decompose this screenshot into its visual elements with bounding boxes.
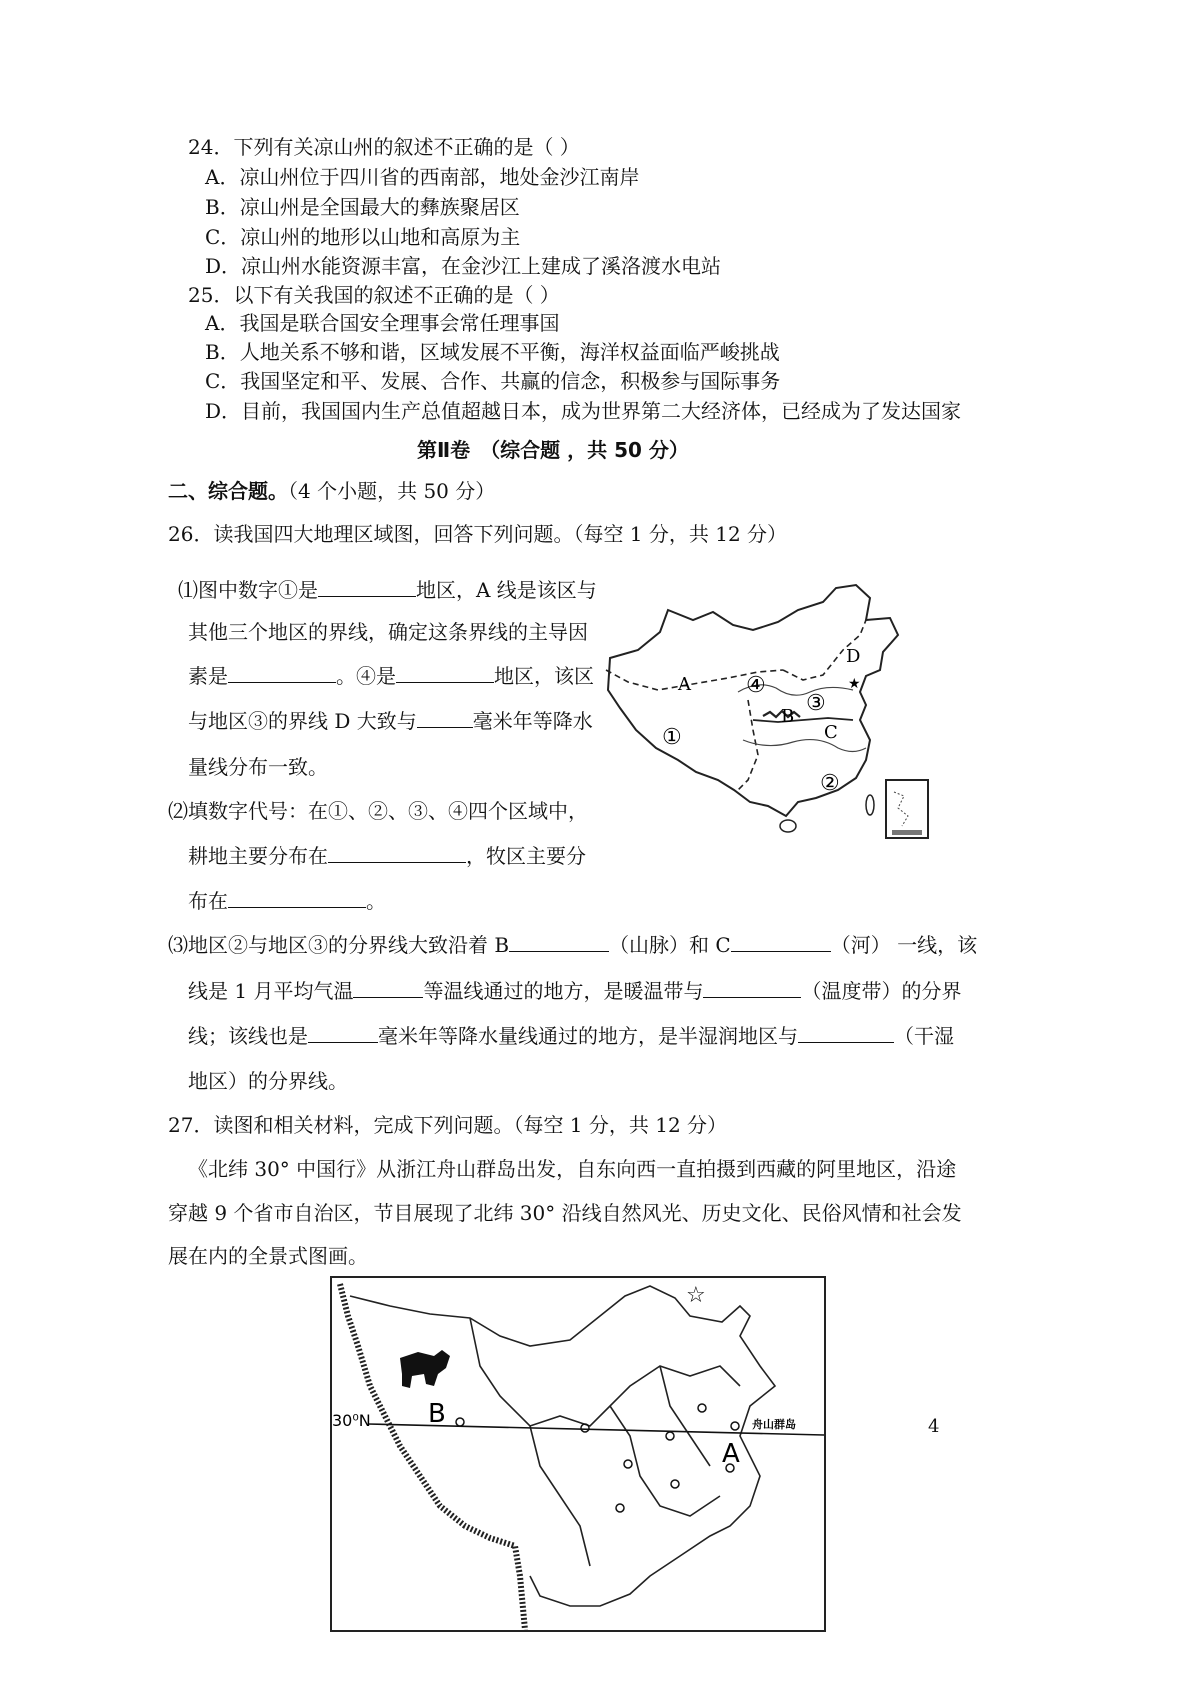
q26-p3-line2 [188,977,961,1005]
boundary-line-bc [753,718,853,722]
zhoushan-label: 舟山群岛 [752,1418,796,1431]
q26-p3-l3a: 线；该线也是 [188,1024,308,1048]
q25-option-d: D．目前，我国国内生产总值超越日本，成为世界第二大经济体，已经成为了发达国家 [205,399,962,423]
answer-blank[interactable] [509,931,609,952]
page-number: 4 [928,1416,940,1437]
answer-blank[interactable] [798,1022,894,1043]
china-regions-map [598,580,943,845]
q26-p3-l2c: （温度带）的分界 [801,979,962,1003]
answer-blank[interactable] [396,662,494,683]
taiwan-island [866,795,874,815]
q26-p1-l4b: 毫米年等降水 [472,709,593,733]
q27-material-line1: 《北纬 30° 中国行》从浙江舟山群岛出发，自东向西一直拍摄到西藏的阿里地区，沿途 [188,1157,957,1181]
q25-stem: 25．以下有关我国的叙述不正确的是（ ） [188,283,560,307]
q26-p1-l3c: 地区，该区 [494,664,594,688]
q25-option-c: C．我国坚定和平、发展、合作、共赢的信念，积极参与国际事务 [205,369,781,393]
q26-p1-l1b: 地区，A 线是该区与 [416,578,597,602]
hainan-island [780,820,796,832]
answer-blank[interactable] [228,887,366,908]
point-a-label: A [722,1439,740,1469]
q26-p2-l2b: ，牧区主要分 [466,844,586,868]
q26-p1-line4 [188,707,593,735]
q26-p2-l3a: 布在 [188,889,228,913]
q25-option-a: A．我国是联合国安全理事会常任理事国 [205,311,560,335]
q24-option-c: C．凉山州的地形以山地和高原为主 [205,225,521,249]
q26-p1-line5: 量线分布一致。 [188,755,328,779]
q26-p2-line2 [188,842,586,870]
capital-star-icon: ☆ [686,1283,706,1308]
map-region-3: ③ [806,691,826,716]
q26-p3-l1a: ⑶地区②与地区③的分界线大致沿着 B [168,933,510,957]
answer-blank[interactable] [228,662,336,683]
city-dot [616,1504,624,1512]
answer-blank[interactable] [353,977,423,998]
capital-star-icon: ★ [848,676,861,692]
q24-option-d: D．凉山州水能资源丰富，在金沙江上建成了溪洛渡水电站 [205,254,722,278]
city-dot [698,1404,706,1412]
part2-heading-note: （4 个小题，共 50 分） [288,479,496,503]
latitude-30-map [330,1276,826,1632]
q24-option-b: B．凉山州是全国最大的彝族聚居区 [205,195,520,219]
map-region-2: ② [820,771,840,796]
answer-blank[interactable] [308,1022,378,1043]
latitude-label: 30⁰N [332,1411,371,1430]
inset-islands [894,792,908,826]
yak-icon [400,1350,450,1388]
china-outline [608,585,898,816]
q26-p1-l3b: 。④是 [336,664,396,688]
answer-blank[interactable] [318,576,416,597]
q26-p1-line1 [178,576,597,604]
q26-p3-line1 [168,931,977,959]
q24-option-a: A．凉山州位于四川省的西南部，地处金沙江南岸 [205,165,640,189]
q26-p3-l2a: 线是 1 月平均气温 [188,979,354,1003]
city-dot [731,1422,739,1430]
q25-option-b: B．人地关系不够和谐，区域发展不平衡，海洋权益面临严峻挑战 [205,340,780,364]
q27-stem: 27．读图和相关材料，完成下列问题。（每空 1 分，共 12 分） [168,1113,728,1137]
q26-p1-l4a: 与地区③的界线 D 大致与 [188,709,417,733]
q26-p3-l3c: （干湿 [894,1024,954,1048]
part2-heading [168,477,495,505]
province-outlines [350,1286,775,1606]
point-b-label: B [428,1399,446,1429]
answer-blank[interactable] [328,842,466,863]
map-label-b: B [781,706,795,727]
map-label-d: D [846,646,861,667]
answer-blank[interactable] [731,931,831,952]
map-frame [331,1277,825,1631]
q26-p2-l2a: 耕地主要分布在 [188,844,328,868]
q26-p3-line3 [188,1022,954,1050]
q26-p2-line1: ⑵填数字代号：在①、②、③、④四个区域中， [168,799,588,823]
map-label-c: C [824,722,838,743]
answer-blank[interactable] [703,977,801,998]
inset-caption-bar [892,830,922,835]
map-label-a: A [678,674,691,695]
q26-p3-line4: 地区）的分界线。 [188,1069,348,1093]
q26-p3-l2b: 等温线通过的地方，是暖温带与 [423,979,704,1003]
q26-p2-l3b: 。 [366,889,386,913]
city-dot [671,1480,679,1488]
q26-p3-l1c: （河） 一线，该 [830,933,978,957]
city-dot [456,1418,464,1426]
q26-p3-l3b: 毫米年等降水量线通过的地方，是半湿润地区与 [378,1024,798,1048]
q27-material-line3: 展在内的全景式图画。 [168,1244,368,1268]
answer-blank[interactable] [417,707,473,728]
q26-p1-line3 [188,662,594,690]
city-dot [666,1432,674,1440]
part2-heading-text: 二、综合题。 [168,479,288,503]
city-dot [581,1424,589,1432]
q26-p1-line2: 其他三个地区的界线，确定这条界线的主导因 [188,620,588,644]
part2-title: 第Ⅱ卷 （综合题 ，共 50 分） [417,438,689,462]
map-region-1: ① [662,725,682,750]
city-dot [624,1460,632,1468]
q24-stem: 24．下列有关凉山州的叙述不正确的是（ ） [188,135,580,159]
q26-p1-l3a: 素是 [188,664,228,688]
yangtze-river [743,740,866,752]
q26-p1-l1a: ⑴图中数字①是 [178,578,318,602]
boundary-line-southwest [736,700,758,792]
q26-stem: 26．读我国四大地理区域图，回答下列问题。（每空 1 分，共 12 分） [168,522,788,546]
map-region-4: ④ [746,673,766,698]
q26-p3-l1b: （山脉）和 C [609,933,731,957]
q26-p2-line3 [188,887,386,915]
q27-material-line2: 穿越 9 个省市自治区，节目展现了北纬 30° 沿线自然风光、历史文化、民俗风情和社会发 [168,1201,962,1225]
western-border [340,1284,525,1630]
south-china-sea-inset [886,780,928,838]
